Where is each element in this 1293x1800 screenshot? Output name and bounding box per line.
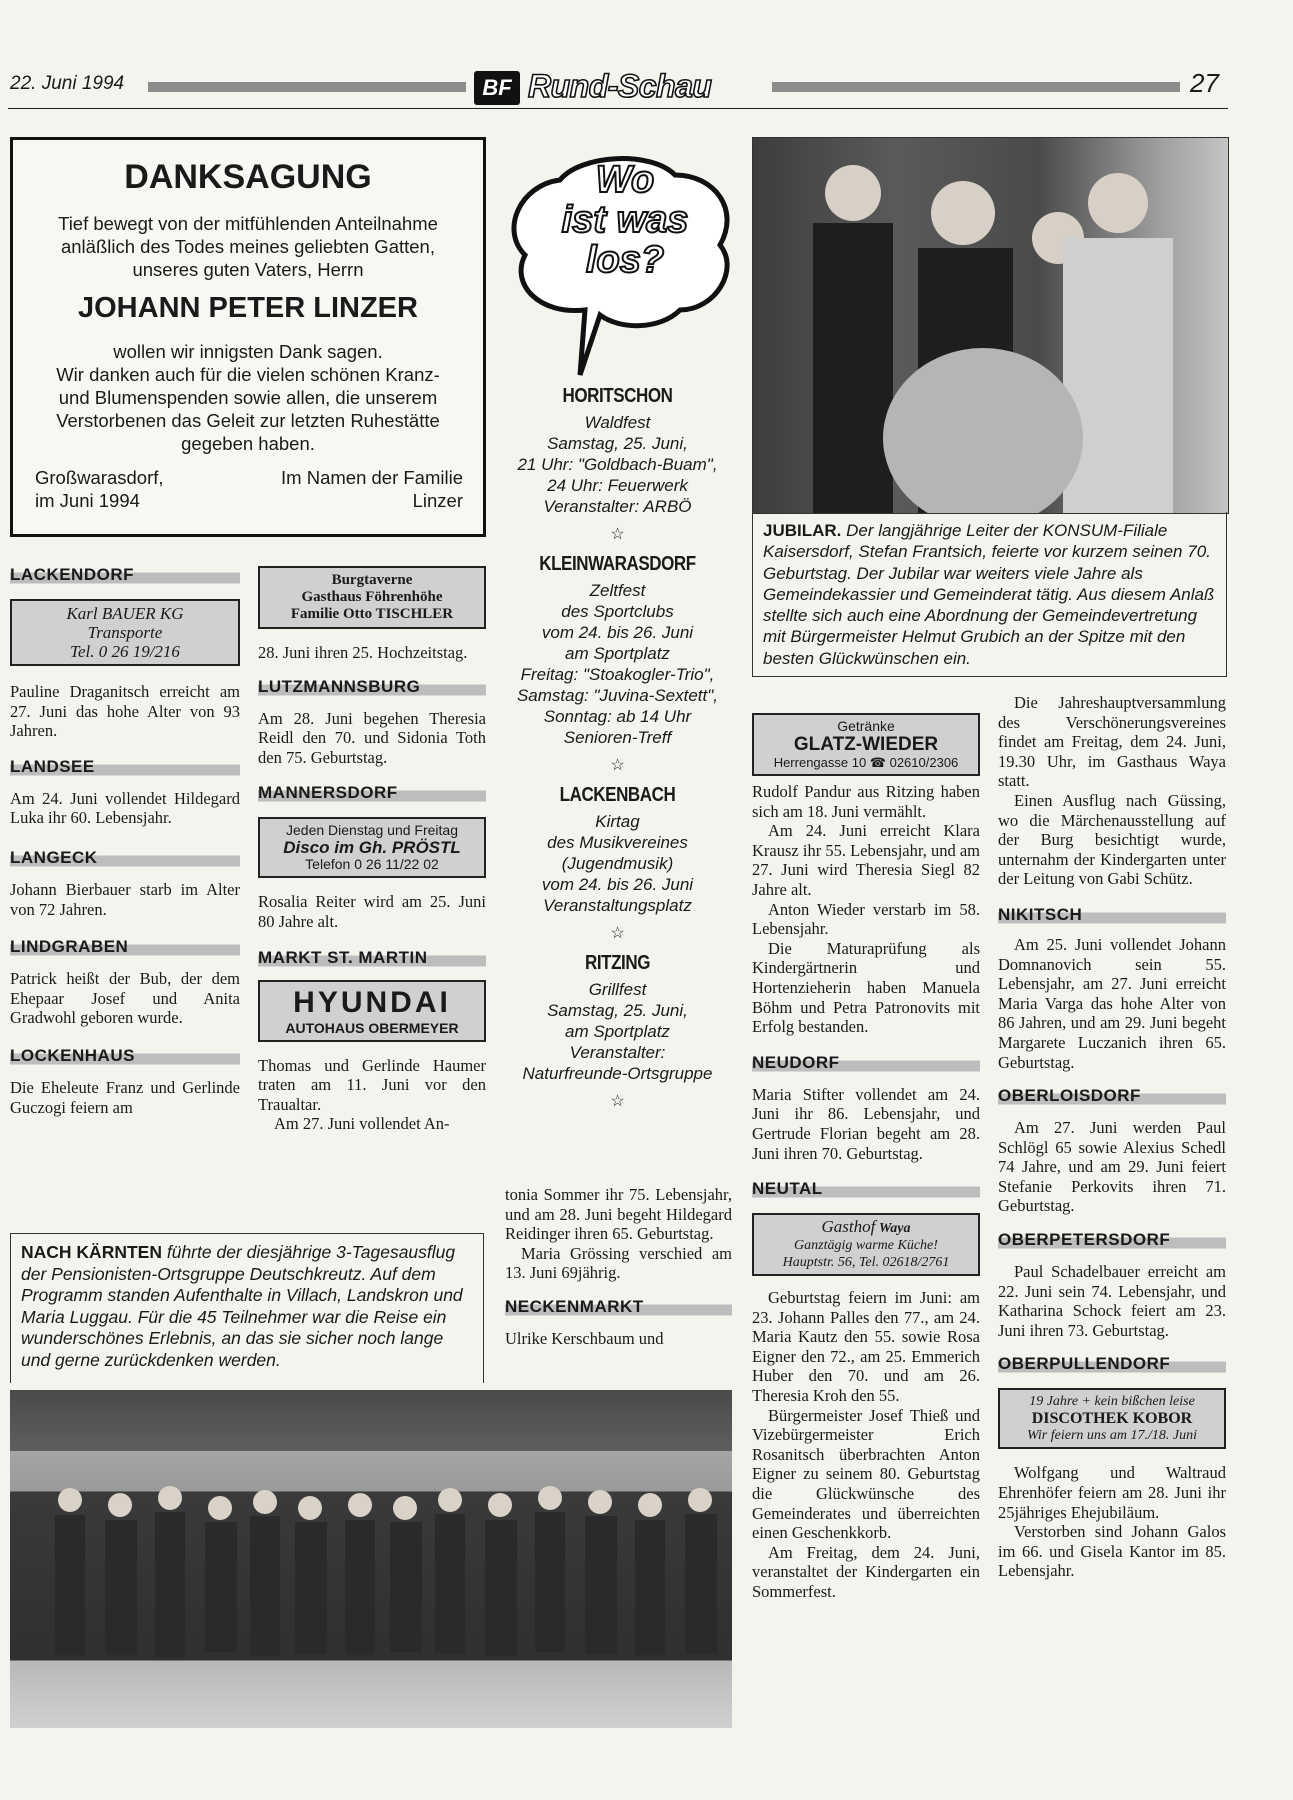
jubilar-lead: JUBILAR. bbox=[763, 521, 842, 540]
text-jahreshaupt bbox=[998, 693, 1226, 791]
ad-line: Getränke bbox=[837, 718, 895, 734]
column-1 bbox=[10, 563, 240, 1117]
ad-line: Wir feiern uns am 17./18. Juni bbox=[1027, 1428, 1197, 1444]
karnten-text bbox=[21, 1242, 473, 1371]
text-lutzmannsburg: Am 28. Juni begehen Theresia Reidl den 70. und Sidonia Toth den 75. Geburtstag. bbox=[258, 708, 486, 767]
header bbox=[0, 68, 1293, 114]
star-icon: ☆ bbox=[610, 757, 625, 774]
ad-line: Ganztägig warme Küche! bbox=[794, 1238, 938, 1254]
column-2 bbox=[258, 566, 486, 1134]
page-number: 27 bbox=[1190, 68, 1219, 98]
section-head-neudorf: NEUDORF bbox=[752, 1051, 980, 1075]
star-icon: ☆ bbox=[610, 1093, 625, 1110]
karnten-body: führte der diesjährige 3-Tagesausflug der Pensionisten-Ortsgruppe Deutschkreutz. Auf dem Programm standen Aufenthalte in Villach, Landskron und Maria Luggau. Für die 45 Teilnehmer war die Reise ein wunderschönes Erlebnis, an das sie sicher noch lange und gerne zurückdenken werden. bbox=[21, 1242, 463, 1370]
event-details bbox=[505, 412, 730, 517]
section-head-lackendorf: LACKENDORF bbox=[10, 563, 240, 587]
event-place: LACKENBACH bbox=[559, 784, 676, 806]
text-nikitsch bbox=[998, 935, 1226, 1072]
event-line: Samstag: "Juvina-Sextett", bbox=[516, 686, 719, 705]
column-5 bbox=[998, 693, 1226, 1581]
jubilar-caption bbox=[752, 512, 1227, 677]
intro-line: unseres guten Vaters, Herrn bbox=[132, 259, 364, 280]
family-line: Linzer bbox=[412, 490, 463, 511]
ad-line: Herrengasse 10 ☎ 02610/2306 bbox=[773, 755, 959, 770]
event-details bbox=[505, 580, 730, 748]
section-head-lindgraben: LINDGRABEN bbox=[10, 935, 240, 959]
event-place: KLEINWARASDORF bbox=[539, 553, 696, 575]
group-people-illustration bbox=[10, 1390, 732, 1728]
danksagung-body bbox=[13, 340, 483, 455]
ad-line: Karl BAUER KG bbox=[66, 604, 184, 623]
header-underline bbox=[8, 108, 1228, 109]
logo-bf: BF bbox=[474, 71, 520, 105]
event-line: Waldfest bbox=[584, 413, 651, 432]
section-head-markt: MARKT ST. MARTIN bbox=[258, 946, 486, 970]
event-line: des Sportclubs bbox=[561, 602, 674, 621]
place: Großwarasdorf, bbox=[35, 467, 164, 488]
text-nikitsch-content: Am 25. Juni vollendet Johann Domnanovich sein 55. Lebensjahr, am 27. Juni erreicht Maria Varga das hohe Alter von 86 Jahren, und am 29. Juni begeht Margarete Luczanich ihren 65. Geburtstag. bbox=[998, 934, 1226, 1072]
section-head-neckenmarkt: NECKENMARKT bbox=[505, 1295, 732, 1319]
ad-line: Transporte bbox=[87, 623, 163, 642]
ad-line: Gasthaus Föhrenhöhe bbox=[301, 589, 443, 605]
danksagung-box bbox=[10, 137, 486, 537]
text-markt-2 bbox=[258, 1114, 486, 1134]
text-krausz bbox=[752, 821, 980, 899]
signature-place bbox=[35, 466, 164, 512]
section-head-lockenhaus: LOCKENHAUS bbox=[10, 1044, 240, 1068]
ad-line: Familie Otto TISCHLER bbox=[290, 606, 454, 622]
section-head-mannersdorf: MANNERSDORF bbox=[258, 781, 486, 805]
ad-proestl bbox=[258, 817, 486, 878]
deceased-name: JOHANN PETER LINZER bbox=[78, 292, 418, 324]
event-line: Kirtag bbox=[595, 812, 640, 831]
danksagung-title: DANKSAGUNG bbox=[124, 158, 372, 196]
ad-gasthof: Gasthof bbox=[821, 1217, 876, 1237]
body-line: und Blumenspenden sowie allen, die unserem bbox=[58, 387, 438, 408]
section-head-langeck: LANGECK bbox=[10, 846, 240, 870]
event-line: vom 24. bis 26. Juni bbox=[541, 623, 694, 642]
ad-line: Jeden Dienstag und Freitag bbox=[286, 822, 458, 839]
ad-line: Telefon 0 26 11/22 02 bbox=[305, 856, 439, 873]
ad-line: 19 Jahre + kein bißchen leise bbox=[1029, 1394, 1195, 1410]
event-line: Freitag: "Stoakogler-Trio", bbox=[520, 665, 715, 684]
bubble-line: los? bbox=[585, 239, 665, 281]
ad-line: DISCOTHEK KOBOR bbox=[1031, 1410, 1193, 1428]
jubilar-body: Der langjährige Leiter der KONSUM-Filiale Kaisersdorf, Stefan Frantsich, feierte vor kurzem seinen 70. Geburtstag. Der Jubilar war weiters viele Jahre als Gemeindekassier und Gemeinderat tätig. Aus diesem Anlaß stellte sich auch eine Abordnung der Gemeindevertretung mit Bürgermeister Helmut Grubich an der Spitze mit den besten Glückwünschen ein. bbox=[763, 521, 1215, 668]
text-oberloisdorf-content: Am 27. Juni werden Paul Schlögl 65 sowie Alexius Schedl 74 Jahre, und am 29. Juni feiert Stefanie Perkovits ihren 71. Geburtstag. bbox=[998, 1118, 1226, 1216]
ad-line: Hauptstr. 56, Tel. 02618/2761 bbox=[782, 1255, 950, 1271]
event-details bbox=[505, 811, 730, 916]
section-head-oberpullendorf: OBERPULLENDORF bbox=[998, 1352, 1226, 1376]
logo-rundschau: Rund-Schau bbox=[528, 68, 712, 104]
section-head-landsee: LANDSEE bbox=[10, 755, 240, 779]
bubble-line: ist was bbox=[561, 199, 689, 241]
section-head-lutzmannsburg: LUTZMANNSBURG bbox=[258, 675, 486, 699]
event-line: Naturfreunde-Ortsgruppe bbox=[522, 1064, 713, 1083]
event-line: 21 Uhr: "Goldbach-Buam", bbox=[517, 455, 718, 474]
star-icon: ☆ bbox=[610, 925, 625, 942]
text-lindgraben: Patrick heißt der Bub, der dem Ehepaar Josef und Anita Gradwohl geboren wurde. bbox=[10, 969, 240, 1028]
event-line: am Sportplatz bbox=[565, 1022, 670, 1041]
ad-gasthof-waya bbox=[752, 1213, 980, 1276]
karnten-lead: NACH KÄRNTEN bbox=[21, 1242, 162, 1262]
text-pandur: Rudolf Pandur aus Ritzing haben sich am 18. Juni vermählt. bbox=[752, 782, 980, 821]
text-neutal-2-content: Bürgermeister Josef Thieß und Vizebürgermeister Erich Rosanitsch überbrachten Anton Eigner zu seinem 80. Geburtstag die Glückwünsche des Gemeinderates und überreichten einen Geschenkkorb. bbox=[752, 1405, 980, 1543]
jubilar-people-illustration bbox=[753, 138, 1228, 513]
section-head-oberpetersdorf: OBERPETERSDORF bbox=[998, 1228, 1226, 1252]
header-date: 22. Juni 1994 bbox=[10, 73, 125, 94]
danksagung-intro bbox=[13, 212, 483, 281]
event-line: Zeltfest bbox=[589, 581, 646, 600]
text-burg: 28. Juni ihren 25. Hochzeitstag. bbox=[258, 643, 468, 662]
event-line: Veranstalter: ARBÖ bbox=[543, 497, 692, 516]
text-neutal-1 bbox=[752, 1288, 980, 1406]
signature-family bbox=[281, 466, 463, 512]
event-line: 24 Uhr: Feuerwerk bbox=[547, 476, 688, 495]
event-place: RITZING bbox=[584, 952, 651, 974]
ad-line: Disco im Gh. PRÖSTL bbox=[283, 838, 461, 858]
event-details bbox=[505, 979, 730, 1084]
event-line: vom 24. bis 26. Juni bbox=[541, 875, 694, 894]
jubilar-photo bbox=[752, 137, 1229, 514]
section-head-oberloisdorf: OBERLOISDORF bbox=[998, 1084, 1226, 1108]
event-line: Veranstaltungsplatz bbox=[543, 896, 692, 915]
body-line: wollen wir innigsten Dank sagen. bbox=[113, 341, 383, 362]
text-neutal-3-content: Am Freitag, dem 24. Juni, veranstaltet der Kindergarten ein Sommerfest. bbox=[752, 1542, 980, 1601]
body-line: Verstorbenen das Geleit zur letzten Ruhestätte bbox=[56, 410, 440, 431]
text-neckenmarkt: Ulrike Kerschbaum und bbox=[505, 1328, 664, 1348]
body-line: Wir danken auch für die vielen schönen Kranz- bbox=[56, 364, 440, 385]
text-neutal-1-content: Geburtstag feiern im Juni: am 23. Johann Palles den 77., am 24. Maria Kautz den 55. sowie Rosa Eigner den 72., am 25. Emmerich Huber den 70. und am 26. Theresia Kroh den 55. bbox=[752, 1288, 980, 1406]
event-place: HORITSCHON bbox=[562, 385, 673, 407]
ad-bauer bbox=[10, 599, 240, 666]
bubble-line: Wo bbox=[595, 159, 655, 201]
text-neudorf: Maria Stifter vollendet am 24. Juni ihr 86. Lebensjahr, und Gertrude Florian begeht am 28. Juni ihren 70. Geburtstag. bbox=[752, 1084, 980, 1163]
text-oberpetersdorf bbox=[998, 1262, 1226, 1340]
karnten-caption bbox=[10, 1233, 484, 1383]
event-line: Senioren-Treff bbox=[563, 728, 672, 747]
text-ehrenhoefer bbox=[998, 1463, 1226, 1522]
events-column bbox=[505, 385, 730, 1120]
text-cont2 bbox=[505, 1244, 732, 1283]
ad-hyundai bbox=[258, 980, 486, 1042]
text-verstorben bbox=[998, 1522, 1226, 1581]
ad-line: Tel. 0 26 19/216 bbox=[70, 642, 180, 661]
bubble-text bbox=[525, 160, 725, 280]
event-line: Veranstalter: bbox=[569, 1043, 666, 1062]
text-krausz-content: Am 24. Juni erreicht Klara Krausz ihr 55. Lebensjahr, und am 27. Juni wird Theresia Siegl 82 Jahre alt. bbox=[752, 821, 980, 899]
text-markt-2-content: Am 27. Juni vollendet An- bbox=[274, 1114, 450, 1134]
event-line: Samstag, 25. Juni, bbox=[547, 1001, 688, 1020]
text-cont: tonia Sommer ihr 75. Lebensjahr, und am 28. Juni begeht Hildegard Reidinger ihren 65. Geburtstag. bbox=[505, 1185, 732, 1244]
event-line: am Sportplatz bbox=[565, 644, 670, 663]
ad-line: AUTOHAUS OBERMEYER bbox=[285, 1019, 459, 1036]
ad-burgtaverne bbox=[258, 566, 486, 629]
text-neutal-2 bbox=[752, 1406, 980, 1543]
text-landsee: Am 24. Juni vollendet Hildegard Luka ihr 60. Lebensjahr. bbox=[10, 788, 240, 828]
star-icon: ☆ bbox=[610, 526, 625, 543]
text-mannersdorf: Rosalia Reiter wird am 25. Juni 80 Jahre alt. bbox=[258, 892, 486, 931]
header-rule-right bbox=[772, 82, 1180, 92]
text-matura bbox=[752, 939, 980, 1037]
month: im Juni 1994 bbox=[35, 490, 140, 511]
header-rule-left bbox=[148, 82, 466, 92]
ad-glatz-wieder bbox=[752, 713, 980, 776]
family-line: Im Namen der Familie bbox=[281, 467, 463, 488]
event-line: des Musikvereines bbox=[547, 833, 688, 852]
text-wieder bbox=[752, 900, 980, 939]
ad-line bbox=[754, 1218, 978, 1237]
text-langeck: Johann Bierbauer starb im Alter von 72 Jahren. bbox=[10, 879, 240, 919]
event-line: (Jugendmusik) bbox=[561, 854, 674, 873]
column-4 bbox=[752, 713, 980, 1602]
text-cont2-content: Maria Grössing verschied am 13. Juni 69jährig. bbox=[505, 1243, 732, 1283]
ad-waya: Waya bbox=[878, 1221, 911, 1237]
body-line: gegeben haben. bbox=[181, 433, 315, 454]
text-oberpetersdorf-content: Paul Schadelbauer erreicht am 22. Juni sein 74. Lebensjahr, und Katharina Schock feiert am 23. Juni ihren 73. Geburtstag. bbox=[998, 1262, 1226, 1340]
text-ausflug bbox=[998, 791, 1226, 889]
text-neutal-3 bbox=[752, 1543, 980, 1602]
text-lockenhaus: Die Eheleute Franz und Gerlinde Guczogi feiern am bbox=[10, 1077, 240, 1117]
text-matura-content: Die Maturaprüfung als Kindergärtnerin und Hortenzieherin haben Manuela Böhm und Petra Patronovits mit Erfolg bestanden. bbox=[752, 938, 980, 1037]
section-head-neutal: NEUTAL bbox=[752, 1177, 980, 1201]
event-line: Samstag, 25. Juni, bbox=[547, 434, 688, 453]
ad-discothek-kobor bbox=[998, 1388, 1226, 1449]
event-line: Sonntag: ab 14 Uhr bbox=[543, 707, 692, 726]
text-markt-1: Thomas und Gerlinde Haumer traten am 11. Juni vor den Traualtar. bbox=[258, 1055, 486, 1114]
text-ehrenhoefer-content: Wolfgang und Waltraud Ehrenhöfer feiern am 28. Juni ihr 25jähriges Ehejubiläum. bbox=[998, 1463, 1226, 1522]
text-ausflug-content: Einen Ausflug nach Güssing, wo die Märchenausstellung auf der Burg besichtigt wurde, unternahm der Kindergarten unter der Leitung von Gabi Schütz. bbox=[998, 790, 1226, 889]
ad-line: Burgtaverne bbox=[331, 572, 413, 588]
bus-group-photo bbox=[10, 1390, 732, 1728]
text-verstorben-content: Verstorben sind Johann Galos im 66. und Gisela Kantor im 85. Lebensjahr. bbox=[998, 1522, 1226, 1581]
text-jahreshaupt-content: Die Jahreshauptversammlung des Verschönerungsvereines findet am Freitag, dem 24. Juni, 19.30 Uhr, im Gasthaus Waya statt. bbox=[998, 693, 1226, 791]
ad-line: GLATZ-WIEDER bbox=[793, 734, 939, 755]
text-oberloisdorf bbox=[998, 1118, 1226, 1216]
event-line: Grillfest bbox=[588, 980, 647, 999]
intro-line: Tief bewegt von der mitfühlenden Anteilnahme bbox=[58, 213, 438, 234]
text-lackendorf: Pauline Draganitsch erreicht am 27. Juni das hohe Alter von 93 Jahren. bbox=[10, 682, 240, 741]
intro-line: anläßlich des Todes meines geliebten Gatten, bbox=[60, 236, 435, 257]
events-continuation bbox=[505, 1185, 732, 1349]
section-head-nikitsch: NIKITSCH bbox=[998, 903, 1226, 927]
text-wieder-content: Anton Wieder verstarb im 58. Lebensjahr. bbox=[752, 899, 980, 939]
hyundai-logo: HYUNDAI bbox=[293, 985, 451, 1019]
